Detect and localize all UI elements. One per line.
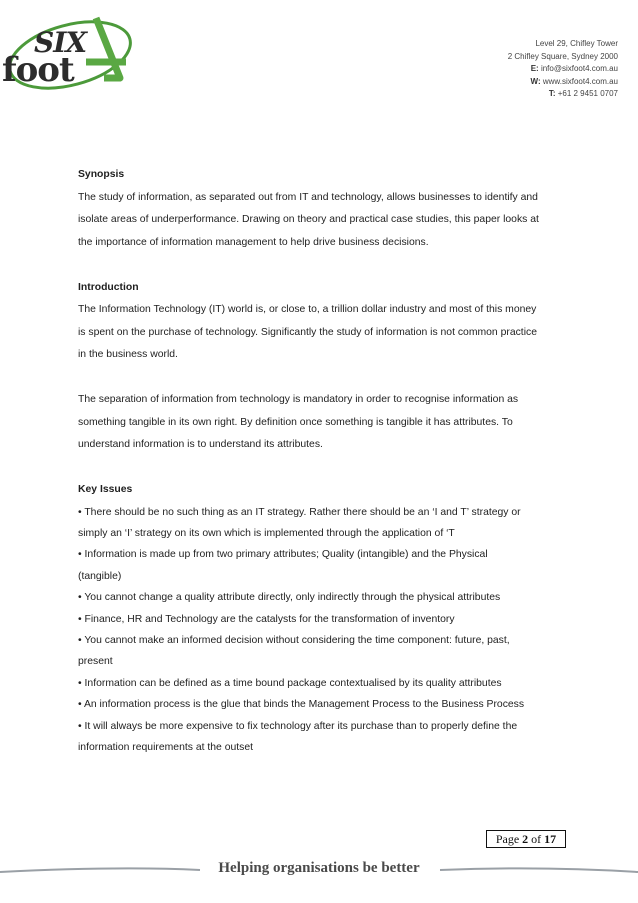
web-value: www.sixfoot4.com.au <box>542 76 618 86</box>
key-issues-list <box>78 502 568 759</box>
logo-foot-text: foot <box>2 50 74 90</box>
introduction-paragraph-2 <box>78 389 568 457</box>
list-item: simply an ‘I’ strategy on its own which is implemented through the application of ‘T <box>78 527 455 539</box>
synopsis-heading: Synopsis <box>78 169 125 180</box>
web-label: W: <box>530 76 541 86</box>
list-item: • Information is made up from two primary attributes; Quality (intangible) and the Physical <box>78 549 488 561</box>
email-label: E: <box>530 64 539 73</box>
page-of: of <box>531 832 542 846</box>
synopsis-paragraph <box>78 187 568 255</box>
text-line: The study of information, as separated out from IT and technology, allows businesses to identify and <box>78 191 538 203</box>
list-item: • An information process is the glue that binds the Management Process to the Business Process <box>78 699 525 711</box>
email-value: info@sixfoot4.com.au <box>540 64 618 73</box>
list-item: • Finance, HR and Technology are the catalysts for the transformation of inventory <box>78 613 455 625</box>
address-line-2: 2 Chifley Square, Sydney 2000 <box>507 51 618 61</box>
page-label: Page <box>495 832 520 846</box>
address-line-1: Level 29, Chifley Tower <box>535 39 618 48</box>
page-current: 2 <box>522 832 529 846</box>
list-item: • There should be no such thing as an IT strategy. Rather there should be an ‘I and T’ strategy or <box>78 506 521 518</box>
phone-value: +61 2 9451 0707 <box>557 89 618 98</box>
list-item: • You cannot change a quality attribute directly, only indirectly through the physical attributes <box>78 592 501 604</box>
text-line: The separation of information from technology is mandatory in order to recognise information as <box>78 394 519 405</box>
introduction-heading: Introduction <box>78 281 139 293</box>
page-number <box>486 830 566 848</box>
document-body <box>78 164 568 758</box>
page-total: 17 <box>544 832 557 846</box>
list-item: • It will always be more expensive to fix technology after its purchase than to properly define the <box>78 720 518 732</box>
web-line <box>508 76 618 89</box>
contact-block <box>508 38 618 101</box>
text-line: understand information is to understand its attributes. <box>78 439 323 450</box>
company-logo <box>0 0 140 110</box>
text-line: is spent on the purchase of technology. Significantly the study of information is not common practice <box>78 326 537 338</box>
list-item: • Information can be defined as a time bound package contextualised by its quality attributes <box>78 677 502 689</box>
list-item: present <box>78 656 113 668</box>
email-line <box>508 63 618 76</box>
text-line: isolate areas of underperformance. Drawing on theory and practical case studies, this paper looks at <box>78 214 539 225</box>
list-item: (tangible) <box>78 570 122 582</box>
footer-tagline: Helping organisations be better <box>218 860 420 876</box>
key-issues-heading: Key Issues <box>78 484 133 495</box>
text-line: in the business world. <box>78 349 178 360</box>
list-item: • You cannot make an informed decision without considering the time component: future, past, <box>78 634 510 646</box>
text-line: something tangible in its own right. By definition once something is tangible it has attributes. To <box>78 416 513 428</box>
list-item: information requirements at the outset <box>78 741 254 753</box>
text-line: the importance of information management to help drive business decisions. <box>78 236 429 248</box>
phone-line <box>508 88 618 101</box>
introduction-paragraph-1 <box>78 299 568 367</box>
text-line: The Information Technology (IT) world is, or close to, a trillion dollar industry and most of this money <box>78 304 537 315</box>
phone-label: T: <box>548 89 556 98</box>
logo-six-text: SIX <box>34 26 87 59</box>
